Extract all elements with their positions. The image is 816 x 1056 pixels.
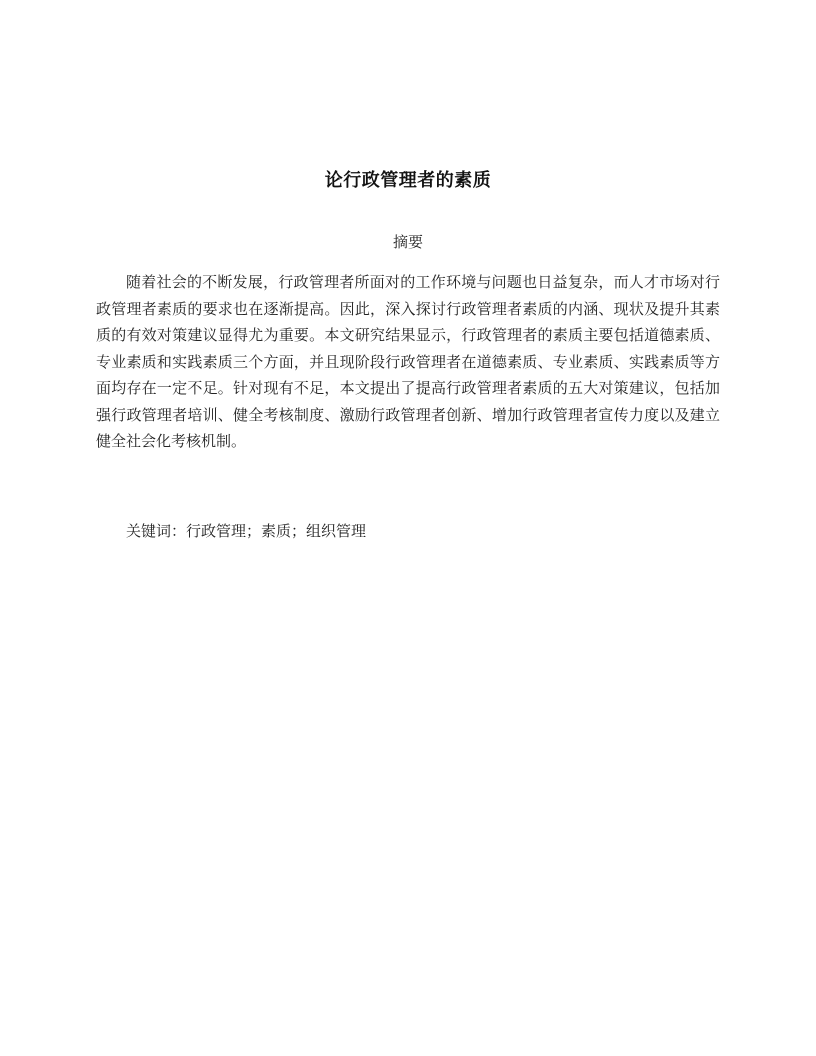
- keywords-line: 关键词：行政管理；素质；组织管理: [126, 522, 367, 540]
- paper-title: 论行政管理者的素质: [324, 170, 492, 191]
- abstract-heading: 摘要: [392, 233, 423, 251]
- abstract-body: 随着社会的不断发展，行政管理者所面对的工作环境与问题也日益复杂，而人才市场对行政管理者素质的要求也在逐渐提高。因此，深入探讨行政管理者素质的内涵、现状及提升其素质的有效对策建议显得尤为重要。本文研究结果显示，行政管理者的素质主要包括道德素质、专业素质和实践素质三个方面，并且现阶段行政管理者在道德素质、专业素质、实践素质等方面均存在一定不足。针对现有不足，本文提出了提高行政管理者素质的五大对策建议，包括加强行政管理者培训、健全考核制度、激励行政管理者创新、增加行政管理者宣传力度以及建立健全社会化考核机制。: [96, 273, 720, 450]
